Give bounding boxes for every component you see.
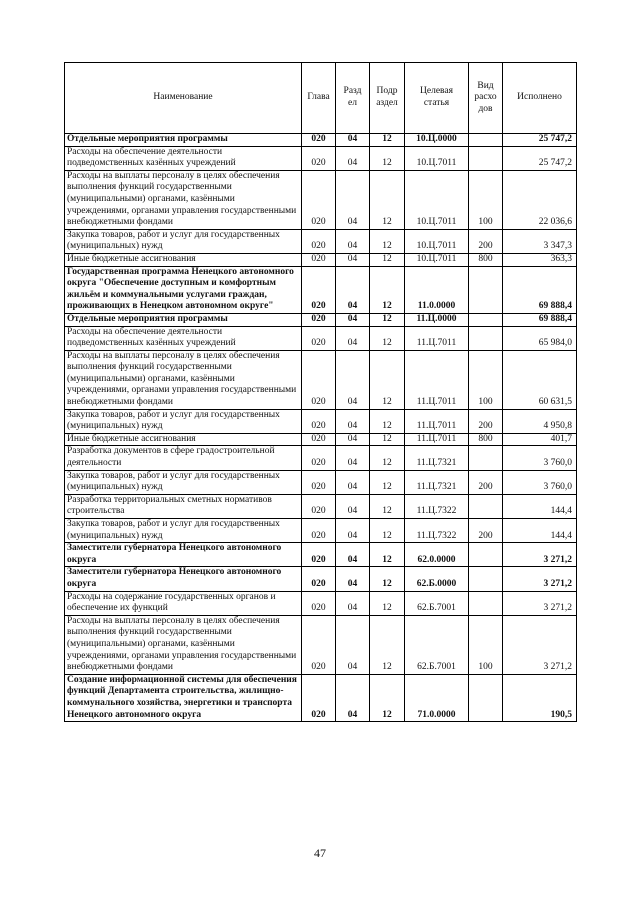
table-row — [65, 170, 577, 229]
cell-glava: 020 — [302, 446, 336, 470]
cell-ispolneno: 3 347,3 — [503, 229, 577, 253]
cell-celevaya: 10.Ц.0000 — [405, 134, 469, 147]
cell-podrazdel: 12 — [370, 470, 405, 494]
cell-podrazdel: 12 — [370, 266, 405, 313]
cell-name: Отдельные мероприятия программы — [65, 134, 302, 147]
table-row — [65, 543, 577, 567]
cell-razdel: 04 — [336, 519, 370, 543]
cell-celevaya: 11.0.0000 — [405, 266, 469, 313]
cell-razdel: 04 — [336, 146, 370, 170]
table-body — [65, 134, 577, 722]
budget-table — [64, 62, 577, 722]
cell-ispolneno: 3 271,2 — [503, 543, 577, 567]
table-row — [65, 567, 577, 591]
cell-vid — [469, 591, 503, 615]
cell-vid — [469, 494, 503, 518]
table-row — [65, 134, 577, 147]
cell-ispolneno: 69 888,4 — [503, 313, 577, 326]
table-row — [65, 253, 577, 266]
cell-vid: 800 — [469, 253, 503, 266]
header-glava: Глава — [302, 63, 336, 134]
cell-name: Расходы на обеспечение деятельности подведомственных казённых учреждений — [65, 146, 302, 170]
cell-glava: 020 — [302, 433, 336, 446]
cell-glava: 020 — [302, 326, 336, 350]
cell-razdel: 04 — [336, 253, 370, 266]
cell-ispolneno: 363,3 — [503, 253, 577, 266]
cell-vid: 200 — [469, 470, 503, 494]
cell-glava: 020 — [302, 253, 336, 266]
cell-vid — [469, 134, 503, 147]
cell-glava: 020 — [302, 591, 336, 615]
cell-celevaya: 10.Ц.7011 — [405, 170, 469, 229]
cell-razdel: 04 — [336, 350, 370, 409]
cell-podrazdel: 12 — [370, 326, 405, 350]
header-podrazdel: Подр аздел — [370, 63, 405, 134]
cell-celevaya: 10.Ц.7011 — [405, 253, 469, 266]
cell-ispolneno: 3 271,2 — [503, 591, 577, 615]
cell-razdel: 04 — [336, 615, 370, 674]
cell-razdel: 04 — [336, 567, 370, 591]
cell-celevaya: 10.Ц.7011 — [405, 229, 469, 253]
table-row — [65, 519, 577, 543]
cell-name: Расходы на содержание государственных органов и обеспечение их функций — [65, 591, 302, 615]
cell-name: Закупка товаров, работ и услуг для государственных (муниципальных) нужд — [65, 229, 302, 253]
table-row — [65, 446, 577, 470]
table-row — [65, 409, 577, 433]
cell-ispolneno: 65 984,0 — [503, 326, 577, 350]
cell-name: Закупка товаров, работ и услуг для государственных (муниципальных) нужд — [65, 519, 302, 543]
cell-name: Государственная программа Ненецкого автономного округа "Обеспечение доступным и комфортным жильём и коммунальными услугами граждан, проживающих в Ненецком автономном округе" — [65, 266, 302, 313]
cell-ispolneno: 3 271,2 — [503, 567, 577, 591]
cell-glava: 020 — [302, 134, 336, 147]
table-row — [65, 326, 577, 350]
cell-podrazdel: 12 — [370, 170, 405, 229]
cell-glava: 020 — [302, 313, 336, 326]
cell-glava: 020 — [302, 170, 336, 229]
cell-celevaya: 62.Б.7001 — [405, 615, 469, 674]
cell-vid — [469, 567, 503, 591]
cell-vid: 800 — [469, 433, 503, 446]
cell-name: Расходы на выплаты персоналу в целях обеспечения выполнения функций государственными (муниципальными) органами, казёнными учреждениями, органами управления государственными внебюджетными фондами — [65, 615, 302, 674]
header-name: Наименование — [65, 63, 302, 134]
cell-glava: 020 — [302, 409, 336, 433]
table-row — [65, 674, 577, 721]
cell-name: Расходы на обеспечение деятельности подведомственных казённых учреждений — [65, 326, 302, 350]
table-row — [65, 313, 577, 326]
cell-ispolneno: 60 631,5 — [503, 350, 577, 409]
cell-glava: 020 — [302, 146, 336, 170]
cell-name: Иные бюджетные ассигнования — [65, 433, 302, 446]
cell-podrazdel: 12 — [370, 591, 405, 615]
cell-glava: 020 — [302, 674, 336, 721]
cell-razdel: 04 — [336, 326, 370, 350]
cell-razdel: 04 — [336, 470, 370, 494]
cell-name: Расходы на выплаты персоналу в целях обеспечения выполнения функций государственными (муниципальными) органами, казёнными учреждениями, органами управления государственными внебюджетными фондами — [65, 350, 302, 409]
cell-celevaya: 10.Ц.7011 — [405, 146, 469, 170]
cell-ispolneno: 144,4 — [503, 519, 577, 543]
cell-celevaya: 11.Ц.7322 — [405, 519, 469, 543]
cell-name: Отдельные мероприятия программы — [65, 313, 302, 326]
table-row — [65, 146, 577, 170]
cell-glava: 020 — [302, 494, 336, 518]
table-header-row — [65, 63, 577, 134]
cell-celevaya: 62.0.0000 — [405, 543, 469, 567]
cell-glava: 020 — [302, 543, 336, 567]
cell-vid: 200 — [469, 409, 503, 433]
table-row — [65, 494, 577, 518]
cell-podrazdel: 12 — [370, 146, 405, 170]
cell-podrazdel: 12 — [370, 313, 405, 326]
cell-name: Заместители губернатора Ненецкого автономного округа — [65, 567, 302, 591]
table-row — [65, 591, 577, 615]
cell-name: Иные бюджетные ассигнования — [65, 253, 302, 266]
cell-razdel: 04 — [336, 229, 370, 253]
cell-podrazdel: 12 — [370, 229, 405, 253]
cell-glava: 020 — [302, 615, 336, 674]
cell-glava: 020 — [302, 519, 336, 543]
cell-vid: 100 — [469, 615, 503, 674]
cell-razdel: 04 — [336, 591, 370, 615]
cell-vid — [469, 313, 503, 326]
table-row — [65, 615, 577, 674]
cell-celevaya: 11.Ц.7321 — [405, 470, 469, 494]
cell-celevaya: 62.Б.7001 — [405, 591, 469, 615]
cell-glava: 020 — [302, 567, 336, 591]
cell-razdel: 04 — [336, 170, 370, 229]
cell-name: Разработка документов в сфере градостроительной деятельности — [65, 446, 302, 470]
cell-name: Расходы на выплаты персоналу в целях обеспечения выполнения функций государственными (муниципальными) органами, казёнными учреждениями, органами управления государственными внебюджетными фондами — [65, 170, 302, 229]
header-celevaya: Целевая статья — [405, 63, 469, 134]
cell-ispolneno: 22 036,6 — [503, 170, 577, 229]
cell-podrazdel: 12 — [370, 350, 405, 409]
cell-vid — [469, 266, 503, 313]
cell-ispolneno: 401,7 — [503, 433, 577, 446]
table-row — [65, 229, 577, 253]
cell-celevaya: 11.Ц.7011 — [405, 409, 469, 433]
cell-vid: 200 — [469, 519, 503, 543]
cell-vid — [469, 326, 503, 350]
table-row — [65, 350, 577, 409]
cell-glava: 020 — [302, 229, 336, 253]
header-ispolneno: Исполнено — [503, 63, 577, 134]
cell-vid: 200 — [469, 229, 503, 253]
cell-glava: 020 — [302, 350, 336, 409]
cell-ispolneno: 190,5 — [503, 674, 577, 721]
cell-celevaya: 11.Ц.7322 — [405, 494, 469, 518]
cell-name: Создание информационной системы для обеспечения функций Департамента строительства, жилищно-коммунального хозяйства, энергетики и транспорта Ненецкого автономного округа — [65, 674, 302, 721]
cell-razdel: 04 — [336, 433, 370, 446]
cell-vid: 100 — [469, 170, 503, 229]
cell-razdel: 04 — [336, 313, 370, 326]
header-vid: Вид расхо дов — [469, 63, 503, 134]
cell-podrazdel: 12 — [370, 519, 405, 543]
cell-podrazdel: 12 — [370, 253, 405, 266]
cell-ispolneno: 144,4 — [503, 494, 577, 518]
cell-glava: 020 — [302, 266, 336, 313]
cell-ispolneno: 3 760,0 — [503, 470, 577, 494]
header-razdel: Разд ел — [336, 63, 370, 134]
cell-celevaya: 11.Ц.7321 — [405, 446, 469, 470]
cell-razdel: 04 — [336, 446, 370, 470]
cell-celevaya: 11.Ц.0000 — [405, 313, 469, 326]
cell-vid — [469, 146, 503, 170]
table-row — [65, 470, 577, 494]
cell-podrazdel: 12 — [370, 615, 405, 674]
cell-razdel: 04 — [336, 266, 370, 313]
cell-podrazdel: 12 — [370, 409, 405, 433]
cell-ispolneno: 3 760,0 — [503, 446, 577, 470]
cell-name: Разработка территориальных сметных нормативов строительства — [65, 494, 302, 518]
cell-celevaya: 11.Ц.7011 — [405, 350, 469, 409]
cell-podrazdel: 12 — [370, 567, 405, 591]
cell-podrazdel: 12 — [370, 494, 405, 518]
cell-vid — [469, 674, 503, 721]
cell-razdel: 04 — [336, 134, 370, 147]
table-row — [65, 266, 577, 313]
cell-name: Закупка товаров, работ и услуг для государственных (муниципальных) нужд — [65, 409, 302, 433]
cell-podrazdel: 12 — [370, 433, 405, 446]
cell-podrazdel: 12 — [370, 543, 405, 567]
cell-vid — [469, 446, 503, 470]
cell-podrazdel: 12 — [370, 134, 405, 147]
cell-razdel: 04 — [336, 674, 370, 721]
cell-celevaya: 71.0.0000 — [405, 674, 469, 721]
cell-celevaya: 62.Б.0000 — [405, 567, 469, 591]
cell-ispolneno: 69 888,4 — [503, 266, 577, 313]
cell-celevaya: 11.Ц.7011 — [405, 433, 469, 446]
cell-name: Закупка товаров, работ и услуг для государственных (муниципальных) нужд — [65, 470, 302, 494]
cell-podrazdel: 12 — [370, 446, 405, 470]
cell-vid: 100 — [469, 350, 503, 409]
table-row — [65, 433, 577, 446]
cell-glava: 020 — [302, 470, 336, 494]
cell-ispolneno: 4 950,8 — [503, 409, 577, 433]
cell-razdel: 04 — [336, 409, 370, 433]
cell-ispolneno: 25 747,2 — [503, 146, 577, 170]
cell-ispolneno: 3 271,2 — [503, 615, 577, 674]
page-number: 47 — [314, 846, 326, 860]
cell-razdel: 04 — [336, 494, 370, 518]
cell-podrazdel: 12 — [370, 674, 405, 721]
cell-name: Заместители губернатора Ненецкого автономного округа — [65, 543, 302, 567]
cell-razdel: 04 — [336, 543, 370, 567]
cell-vid — [469, 543, 503, 567]
cell-celevaya: 11.Ц.7011 — [405, 326, 469, 350]
cell-ispolneno: 25 747,2 — [503, 134, 577, 147]
